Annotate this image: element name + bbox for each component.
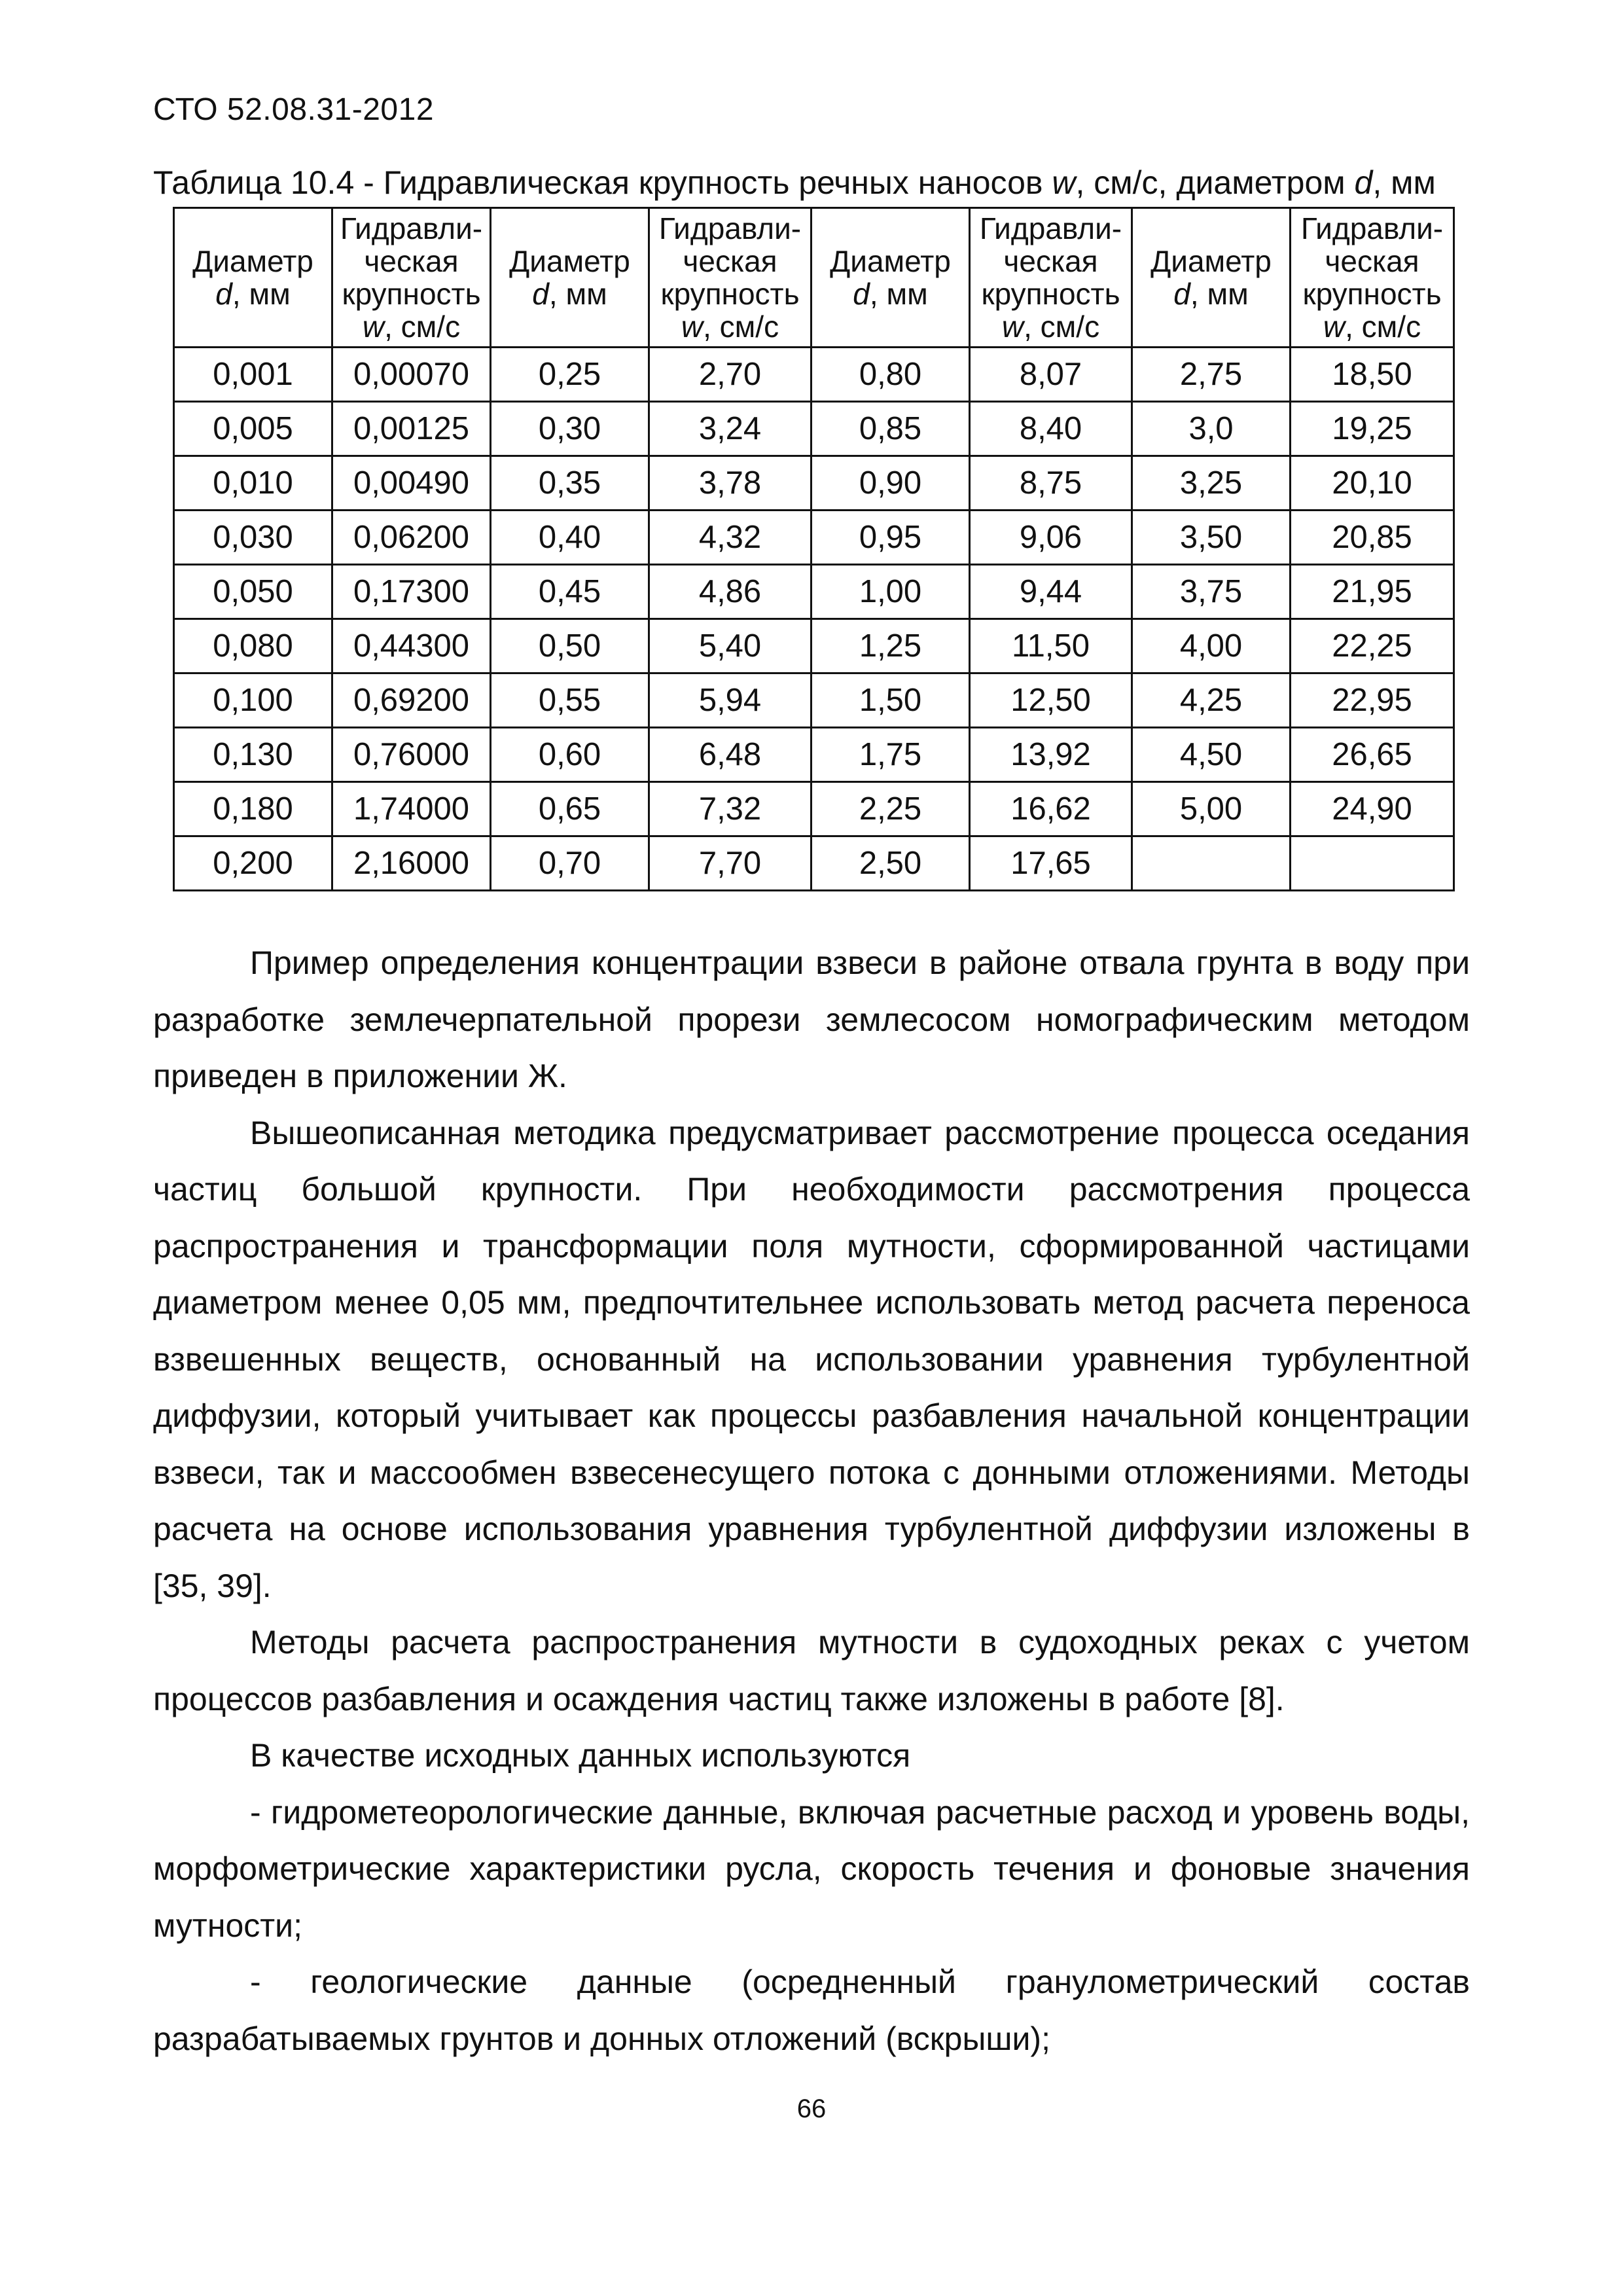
settling-velocity-cell: 8,07 [970, 348, 1132, 402]
table-col-header [649, 208, 812, 348]
settling-velocity-cell: 0,69200 [332, 673, 491, 728]
header-unit: , мм [232, 277, 291, 311]
diameter-cell: 0,050 [174, 565, 332, 619]
diameter-cell: 0,001 [174, 348, 332, 402]
diameter-cell: 0,70 [491, 836, 649, 891]
header-unit: , см/с [1345, 310, 1421, 344]
table-col-header [1291, 208, 1454, 348]
diameter-cell: 0,180 [174, 782, 332, 836]
settling-velocity-cell: 1,74000 [332, 782, 491, 836]
diameter-cell: 0,200 [174, 836, 332, 891]
diameter-cell [1132, 836, 1291, 891]
table-body [174, 348, 1454, 891]
header-variable: d [853, 277, 870, 311]
header-text-line-3: крупность [660, 277, 800, 311]
table-row [174, 565, 1454, 619]
table-row [174, 728, 1454, 782]
table-row [174, 456, 1454, 511]
settling-velocity-cell: 22,95 [1291, 673, 1454, 728]
settling-velocity-cell: 6,48 [649, 728, 812, 782]
settling-velocity-cell: 9,06 [970, 511, 1132, 565]
header-text-line-3: крупность [981, 277, 1120, 311]
diameter-cell: 0,25 [491, 348, 649, 402]
header-text-line-2: ческая [1325, 244, 1419, 278]
diameter-cell: 4,00 [1132, 619, 1291, 673]
header-text-line-1: Гидравли- [340, 211, 483, 245]
body-paragraph: Вышеописанная методика предусматривает рассмотрение процесса оседания частиц большой крупности. При необходимости рассмотрения процесса распространения и трансформации поля мутности, сформированной частицами диаметром менее 0,05 мм, предпочтительнее использовать метод расчета переноса взвешенных веществ, основанный на использовании уравнения турбулентной диффузии, который учитывает как процессы разбавления начальной концентрации взвеси, так и массообмен взвесенесущего потока с донными отложениями. Методы расчета на основе использования уравнения турбулентной диффузии изложены в [35, 39]. [153, 1114, 1470, 1604]
diameter-cell: 3,25 [1132, 456, 1291, 511]
document-code: СТО 52.08.31-2012 [153, 92, 435, 127]
settling-velocity-cell: 20,85 [1291, 511, 1454, 565]
settling-velocity-cell: 2,16000 [332, 836, 491, 891]
settling-velocity-cell: 9,44 [970, 565, 1132, 619]
header-text-line-1: Гидравли- [1300, 211, 1444, 245]
settling-velocity-cell: 0,00125 [332, 402, 491, 456]
settling-velocity-cell: 4,86 [649, 565, 812, 619]
diameter-cell: 2,50 [812, 836, 970, 891]
table-caption-prefix: Таблица 10.4 - Гидравлическая крупность речных наносов [153, 164, 1052, 201]
settling-velocity-cell: 0,00070 [332, 348, 491, 402]
table-row [174, 402, 1454, 456]
table-caption-d-symbol: d [1354, 164, 1373, 201]
diameter-cell: 0,60 [491, 728, 649, 782]
header-unit: , мм [548, 277, 607, 311]
header-text-line-1: Диаметр [1150, 244, 1272, 278]
settling-velocity-cell: 20,10 [1291, 456, 1454, 511]
table-row [174, 619, 1454, 673]
body-paragraph: Методы расчета распространения мутности в судоходных реках с учетом процессов разбавления и осаждения частиц также изложены в работе [8]. [153, 1624, 1470, 1717]
settling-velocity-cell: 3,24 [649, 402, 812, 456]
header-text-line-1: Гидравли- [979, 211, 1122, 245]
diameter-cell: 1,50 [812, 673, 970, 728]
settling-velocity-cell: 11,50 [970, 619, 1132, 673]
diameter-cell: 4,25 [1132, 673, 1291, 728]
settling-velocity-cell: 21,95 [1291, 565, 1454, 619]
diameter-cell: 0,80 [812, 348, 970, 402]
diameter-cell: 0,65 [491, 782, 649, 836]
settling-velocity-cell: 5,40 [649, 619, 812, 673]
diameter-cell: 0,030 [174, 511, 332, 565]
settling-velocity-cell: 0,76000 [332, 728, 491, 782]
settling-velocity-cell: 0,06200 [332, 511, 491, 565]
header-text-line-2: ческая [683, 244, 777, 278]
settling-velocity-cell: 19,25 [1291, 402, 1454, 456]
settling-velocity-cell: 22,25 [1291, 619, 1454, 673]
settling-velocity-cell [1291, 836, 1454, 891]
settling-velocity-cell: 13,92 [970, 728, 1132, 782]
header-text-line-3: крупность [342, 277, 481, 311]
table-header-row [174, 208, 1454, 348]
body-paragraph: Пример определения концентрации взвеси в районе отвала грунта в воду при разработке землечерпательной прорези землесосом номографическим методом приведен в приложении Ж. [153, 944, 1470, 1094]
diameter-cell: 3,75 [1132, 565, 1291, 619]
table-col-header [970, 208, 1132, 348]
diameter-cell: 3,0 [1132, 402, 1291, 456]
header-variable: w [681, 310, 704, 344]
settling-velocity-cell: 5,94 [649, 673, 812, 728]
diameter-cell: 0,40 [491, 511, 649, 565]
header-variable: d [1173, 277, 1190, 311]
table-caption-mid: , см/с, диаметром [1075, 164, 1355, 201]
header-variable: d [532, 277, 549, 311]
table-row [174, 673, 1454, 728]
settling-velocity-cell: 0,17300 [332, 565, 491, 619]
settling-velocity-cell: 3,78 [649, 456, 812, 511]
settling-velocity-cell: 0,44300 [332, 619, 491, 673]
settling-velocity-table [173, 207, 1455, 891]
header-text-line-1: Диаметр [509, 244, 630, 278]
diameter-cell: 2,75 [1132, 348, 1291, 402]
table-row [174, 782, 1454, 836]
diameter-cell: 4,50 [1132, 728, 1291, 782]
diameter-cell: 0,50 [491, 619, 649, 673]
header-text-line-1: Гидравли- [658, 211, 802, 245]
settling-velocity-cell: 7,70 [649, 836, 812, 891]
table-col-header [812, 208, 970, 348]
settling-velocity-cell: 16,62 [970, 782, 1132, 836]
diameter-cell: 0,080 [174, 619, 332, 673]
settling-velocity-cell: 8,75 [970, 456, 1132, 511]
table-row [174, 836, 1454, 891]
diameter-cell: 0,35 [491, 456, 649, 511]
header-unit: , мм [1190, 277, 1249, 311]
body-paragraph: В качестве исходных данных используются [250, 1737, 911, 1774]
diameter-cell: 2,25 [812, 782, 970, 836]
table-col-header [332, 208, 491, 348]
settling-velocity-cell: 7,32 [649, 782, 812, 836]
settling-velocity-cell: 4,32 [649, 511, 812, 565]
settling-velocity-cell: 2,70 [649, 348, 812, 402]
diameter-cell: 0,90 [812, 456, 970, 511]
diameter-cell: 3,50 [1132, 511, 1291, 565]
diameter-cell: 0,100 [174, 673, 332, 728]
header-unit: , см/с [703, 310, 779, 344]
diameter-cell: 0,55 [491, 673, 649, 728]
settling-velocity-cell: 8,40 [970, 402, 1132, 456]
settling-velocity-cell: 26,65 [1291, 728, 1454, 782]
diameter-cell: 1,25 [812, 619, 970, 673]
header-unit: , см/с [384, 310, 461, 344]
settling-velocity-cell: 24,90 [1291, 782, 1454, 836]
diameter-cell: 0,30 [491, 402, 649, 456]
table-col-header [174, 208, 332, 348]
body-text [153, 935, 1470, 2067]
header-variable: w [1001, 310, 1024, 344]
diameter-cell: 0,010 [174, 456, 332, 511]
header-text-line-2: ческая [364, 244, 459, 278]
body-paragraph: - гидрометеорологические данные, включая расчетные расход и уровень воды, морфометрические характеристики русла, скорость течения и фоновые значения мутности; [153, 1793, 1470, 1944]
body-paragraph: - геологические данные (осредненный гранулометрический состав разрабатываемых грунтов и донных отложений (вскрыши); [153, 1964, 1470, 2057]
table-row [174, 511, 1454, 565]
table-row [174, 348, 1454, 402]
header-unit: , мм [869, 277, 928, 311]
settling-velocity-cell: 12,50 [970, 673, 1132, 728]
diameter-cell: 0,130 [174, 728, 332, 782]
diameter-cell: 5,00 [1132, 782, 1291, 836]
settling-velocity-cell: 18,50 [1291, 348, 1454, 402]
settling-velocity-cell: 0,00490 [332, 456, 491, 511]
settling-velocity-cell: 17,65 [970, 836, 1132, 891]
header-text-line-1: Диаметр [830, 244, 951, 278]
diameter-cell: 1,75 [812, 728, 970, 782]
page-number: 66 [796, 2094, 827, 2123]
header-text-line-1: Диаметр [192, 244, 313, 278]
table-col-header [1132, 208, 1291, 348]
header-text-line-3: крупность [1302, 277, 1442, 311]
diameter-cell: 0,45 [491, 565, 649, 619]
header-variable: w [1323, 310, 1346, 344]
table-col-header [491, 208, 649, 348]
header-variable: d [215, 277, 232, 311]
table-caption-w-symbol: w [1052, 164, 1076, 201]
header-variable: w [362, 310, 385, 344]
table-caption [153, 164, 1436, 202]
header-text-line-2: ческая [1003, 244, 1098, 278]
diameter-cell: 0,85 [812, 402, 970, 456]
diameter-cell: 1,00 [812, 565, 970, 619]
table-caption-suffix: , мм [1372, 164, 1436, 201]
diameter-cell: 0,95 [812, 511, 970, 565]
header-unit: , см/с [1024, 310, 1100, 344]
diameter-cell: 0,005 [174, 402, 332, 456]
